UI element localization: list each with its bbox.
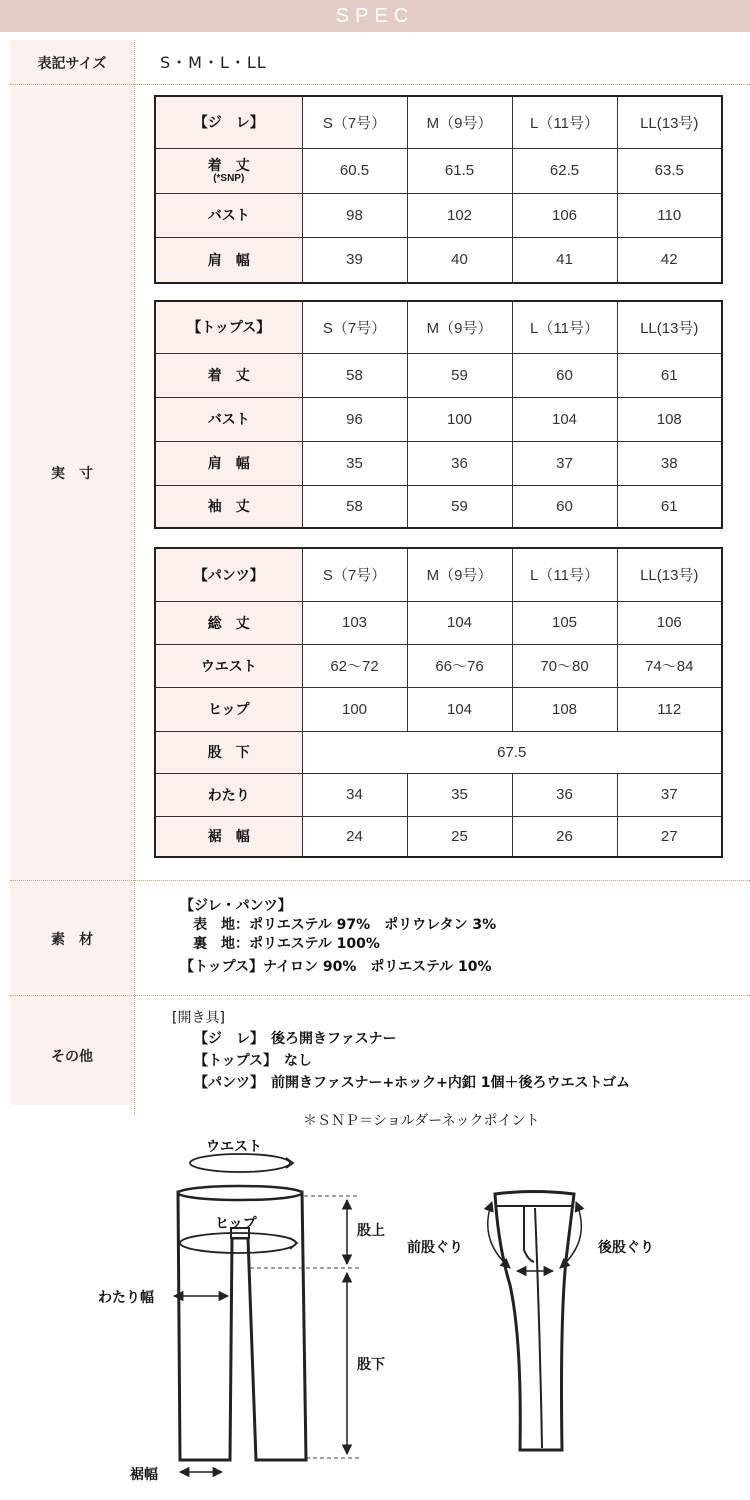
size-header: LL(13号)	[617, 301, 722, 353]
size-value: S・M・L・LL	[160, 53, 267, 72]
table-row	[155, 773, 722, 816]
cell: 42	[617, 237, 722, 283]
row-label: わたり	[155, 773, 302, 816]
row-label: 着 丈	[155, 353, 302, 397]
cell: 112	[617, 687, 722, 731]
row-label: 股 下	[155, 731, 302, 773]
table-row	[155, 441, 722, 485]
row-label-sub: (*SNP)	[213, 173, 245, 184]
size-header: L（11号）	[512, 301, 617, 353]
cell: 106	[512, 193, 617, 237]
table-row	[155, 601, 722, 644]
table-header-row	[155, 96, 722, 148]
table-header-row	[155, 548, 722, 601]
cell: 96	[302, 397, 407, 441]
waist-ellipse	[190, 1154, 290, 1172]
table-row	[155, 816, 722, 857]
size-header: M（9号）	[407, 96, 512, 148]
row-label: ウエスト	[155, 644, 302, 687]
cell: 37	[512, 441, 617, 485]
cell: 24	[302, 816, 407, 857]
merged-cell: 67.5	[302, 731, 722, 773]
table-title: 【トップス】	[155, 301, 302, 353]
other-line: 【トップス】 なし	[194, 1053, 313, 1069]
snp-note: ＊ＳＮＰ＝ショルダーネックポイント	[303, 1113, 540, 1129]
size-header: LL(13号)	[617, 548, 722, 601]
cell: 106	[617, 601, 722, 644]
cell: 74〜84	[617, 644, 722, 687]
cell: 103	[302, 601, 407, 644]
row-label: 肩 幅	[155, 441, 302, 485]
cell: 36	[407, 441, 512, 485]
pants-waistband	[178, 1186, 302, 1200]
table-row	[155, 237, 722, 283]
size-header: L（11号）	[512, 96, 617, 148]
cell: 98	[302, 193, 407, 237]
row-label: バスト	[155, 397, 302, 441]
cell: 58	[302, 485, 407, 528]
row-label: ヒップ	[155, 687, 302, 731]
row-label: 袖 丈	[155, 485, 302, 528]
row-label-main: 着 丈	[207, 157, 250, 173]
row-label: バスト	[155, 193, 302, 237]
cell: 59	[407, 485, 512, 528]
cell: 59	[407, 353, 512, 397]
front-rise-label: 前股ぐり	[407, 1240, 463, 1256]
cell: 100	[302, 687, 407, 731]
table-row	[155, 148, 722, 193]
material-label: 素 材	[51, 932, 93, 948]
cell: 35	[407, 773, 512, 816]
size-header: LL(13号)	[617, 96, 722, 148]
table-row	[155, 193, 722, 237]
cell: 61.5	[407, 148, 512, 193]
table-row	[155, 687, 722, 731]
divider	[10, 995, 750, 996]
size-header: M（9号）	[407, 301, 512, 353]
cell: 36	[512, 773, 617, 816]
gilet-table	[154, 95, 723, 284]
material-line: 裏 地：ポリエステル 100%	[193, 936, 380, 952]
cell: 70〜80	[512, 644, 617, 687]
inseam-label: 股下	[357, 1357, 385, 1373]
table-row	[155, 353, 722, 397]
column-divider	[134, 40, 135, 1115]
cell: 105	[512, 601, 617, 644]
cell: 60	[512, 485, 617, 528]
cell: 104	[512, 397, 617, 441]
cell: 26	[512, 816, 617, 857]
hip-label: ヒップ	[215, 1216, 257, 1232]
thigh-label: わたり幅	[98, 1290, 154, 1306]
cell: 60	[512, 353, 617, 397]
material-line: 【トップス】ナイロン 90% ポリエステル 10%	[180, 959, 492, 975]
cell: 34	[302, 773, 407, 816]
cell: 108	[617, 397, 722, 441]
cell: 37	[617, 773, 722, 816]
cell: 58	[302, 353, 407, 397]
size-header: M（9号）	[407, 548, 512, 601]
size-header: S（7号）	[302, 548, 407, 601]
row-label: 肩 幅	[155, 237, 302, 283]
cell: 100	[407, 397, 512, 441]
cell: 110	[617, 193, 722, 237]
cell: 61	[617, 353, 722, 397]
rise-label: 股上	[357, 1223, 385, 1239]
spec-banner: SPEC	[0, 0, 750, 32]
other-line: 【ジ レ】 後ろ開きファスナー	[194, 1031, 397, 1047]
cell: 66〜76	[407, 644, 512, 687]
table-title: 【ジ レ】	[155, 96, 302, 148]
material-line: 表 地：ポリエステル 97% ポリウレタン 3%	[193, 917, 497, 933]
material-line: 【ジレ・パンツ】	[180, 898, 292, 914]
cell: 61	[617, 485, 722, 528]
size-header: S（7号）	[302, 96, 407, 148]
cell: 63.5	[617, 148, 722, 193]
cell: 102	[407, 193, 512, 237]
hem-label: 裾幅	[130, 1467, 158, 1483]
table-header-row	[155, 301, 722, 353]
table-title: 【パンツ】	[155, 548, 302, 601]
cell: 27	[617, 816, 722, 857]
pants-table	[154, 547, 723, 858]
cell: 35	[302, 441, 407, 485]
divider	[10, 880, 750, 881]
cell: 104	[407, 601, 512, 644]
waist-label: ウエスト	[206, 1139, 262, 1155]
cell: 62.5	[512, 148, 617, 193]
cell: 104	[407, 687, 512, 731]
size-label: 表記サイズ	[37, 56, 107, 72]
table-row	[155, 731, 722, 773]
table-row	[155, 485, 722, 528]
row-label: 総 丈	[155, 601, 302, 644]
table-row	[155, 644, 722, 687]
table-row	[155, 397, 722, 441]
tops-table	[154, 300, 723, 529]
cell: 40	[407, 237, 512, 283]
size-header: S（7号）	[302, 301, 407, 353]
cell: 38	[617, 441, 722, 485]
cell: 60.5	[302, 148, 407, 193]
actual-label: 実 寸	[51, 466, 93, 482]
size-header: L（11号）	[512, 548, 617, 601]
back-rise-label: 後股ぐり	[598, 1240, 654, 1256]
row-label	[155, 148, 302, 193]
cell: 62〜72	[302, 644, 407, 687]
other-line: 【パンツ】 前開きファスナー+ホック+内釦 1個＋後ろウエストゴム	[194, 1075, 630, 1091]
pants-side-outline	[495, 1192, 574, 1451]
cell: 41	[512, 237, 617, 283]
divider	[10, 84, 750, 85]
row-label: 裾 幅	[155, 816, 302, 857]
other-line: [開き具]	[172, 1010, 225, 1026]
cell: 25	[407, 816, 512, 857]
other-label: その他	[51, 1049, 93, 1065]
cell: 39	[302, 237, 407, 283]
cell: 108	[512, 687, 617, 731]
